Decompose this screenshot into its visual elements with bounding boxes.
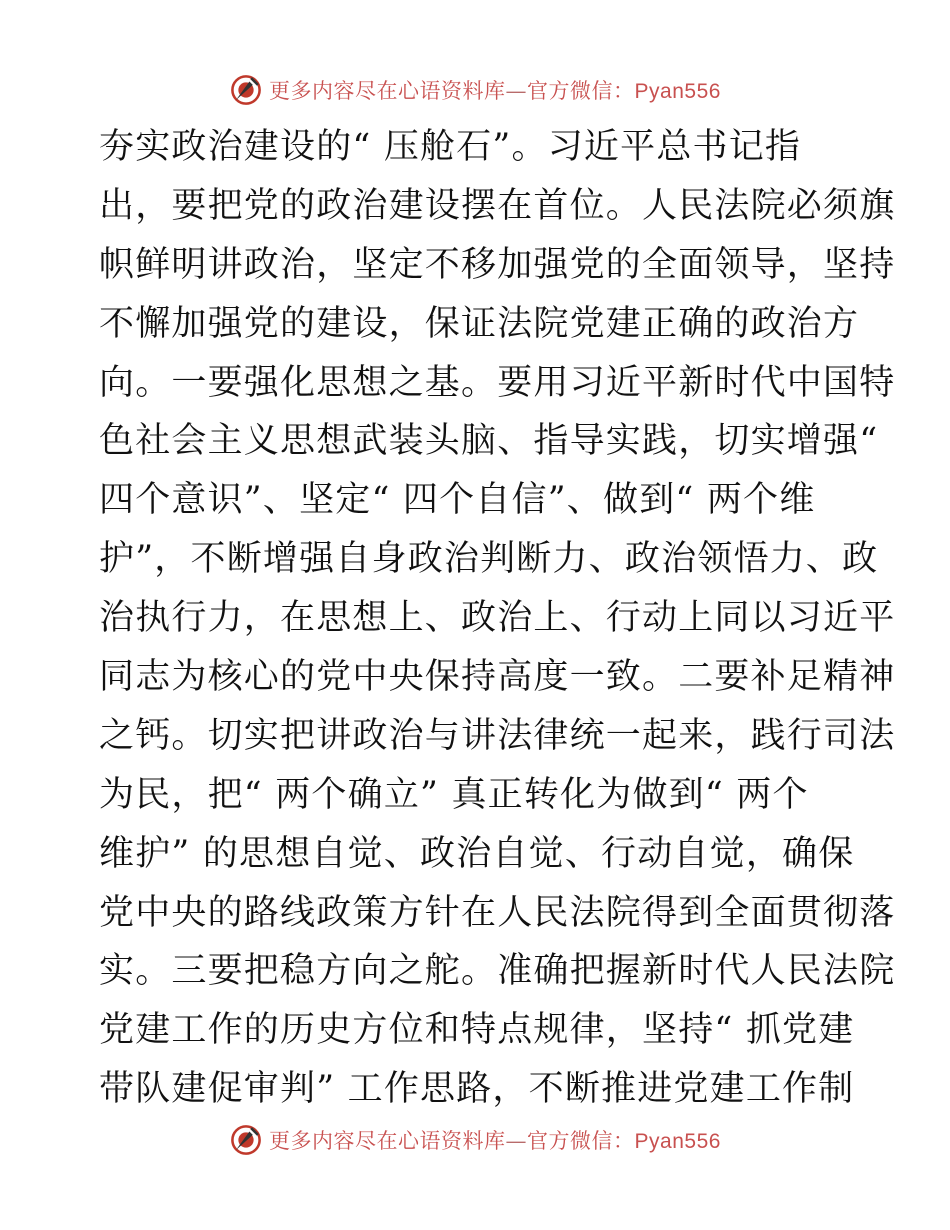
text-line: 带队建促审判” 工作思路，不断推进党建工作制 — [99, 1069, 855, 1110]
header-watermark-text — [269, 75, 721, 105]
document-body — [99, 118, 896, 1119]
text-line: 护”，不断增强自身政治判断力、政治领悟力、政 — [99, 539, 879, 580]
text-line: 治执行力，在思想上、政治上、行动上同以习近平 — [99, 598, 896, 639]
text-line: 之钙。切实把讲政治与讲法律统一起来，践行司法 — [99, 715, 896, 756]
text-line: 不懈加强党的建设，保证法院党建正确的政治方 — [99, 303, 860, 344]
footer-brand-text: 更多内容尽在心语资料库 — [269, 1129, 506, 1153]
header-watermark-banner — [0, 70, 950, 110]
text-line: 四个意识”、坚定“ 四个自信”、做到“ 两个维 — [99, 480, 816, 521]
text-line: 实。三要把稳方向之舵。准确把握新时代人民法院 — [99, 951, 896, 992]
text-line: 色社会主义思想武装头脑、指导实践，切实增强“ — [99, 421, 879, 462]
header-wechat-text: 官方微信：Pyan556 — [527, 80, 721, 103]
text-line: 党中央的路线政策方针在人民法院得到全面贯彻落 — [99, 892, 896, 933]
text-line: 为民，把“ 两个确立” 真正转化为做到“ 两个 — [99, 774, 809, 815]
footer-watermark-text — [269, 1125, 721, 1155]
text-line: 维护” 的思想自觉、政治自觉、行动自觉，确保 — [99, 833, 855, 874]
text-line: 向。一要强化思想之基。要用习近平新时代中国特 — [99, 362, 896, 403]
header-brand-text: 更多内容尽在心语资料库 — [269, 79, 506, 103]
text-line: 同志为核心的党中央保持高度一致。二要补足精神 — [99, 657, 896, 698]
footer-separator: — — [505, 1129, 528, 1153]
brand-logo-icon — [229, 1123, 263, 1157]
brand-logo-icon — [229, 73, 263, 107]
header-separator: — — [505, 79, 528, 103]
footer-wechat-text: 官方微信：Pyan556 — [527, 1130, 721, 1153]
footer-watermark-banner — [0, 1120, 950, 1160]
text-line: 党建工作的历史方位和特点规律，坚持“ 抓党建 — [99, 1010, 855, 1051]
text-line: 夯实政治建设的“ 压舱石”。习近平总书记指 — [99, 127, 802, 167]
text-line: 帜鲜明讲政治，坚定不移加强党的全面领导，坚持 — [99, 244, 896, 285]
text-line: 出，要把党的政治建设摆在首位。人民法院必须旗 — [99, 185, 896, 226]
